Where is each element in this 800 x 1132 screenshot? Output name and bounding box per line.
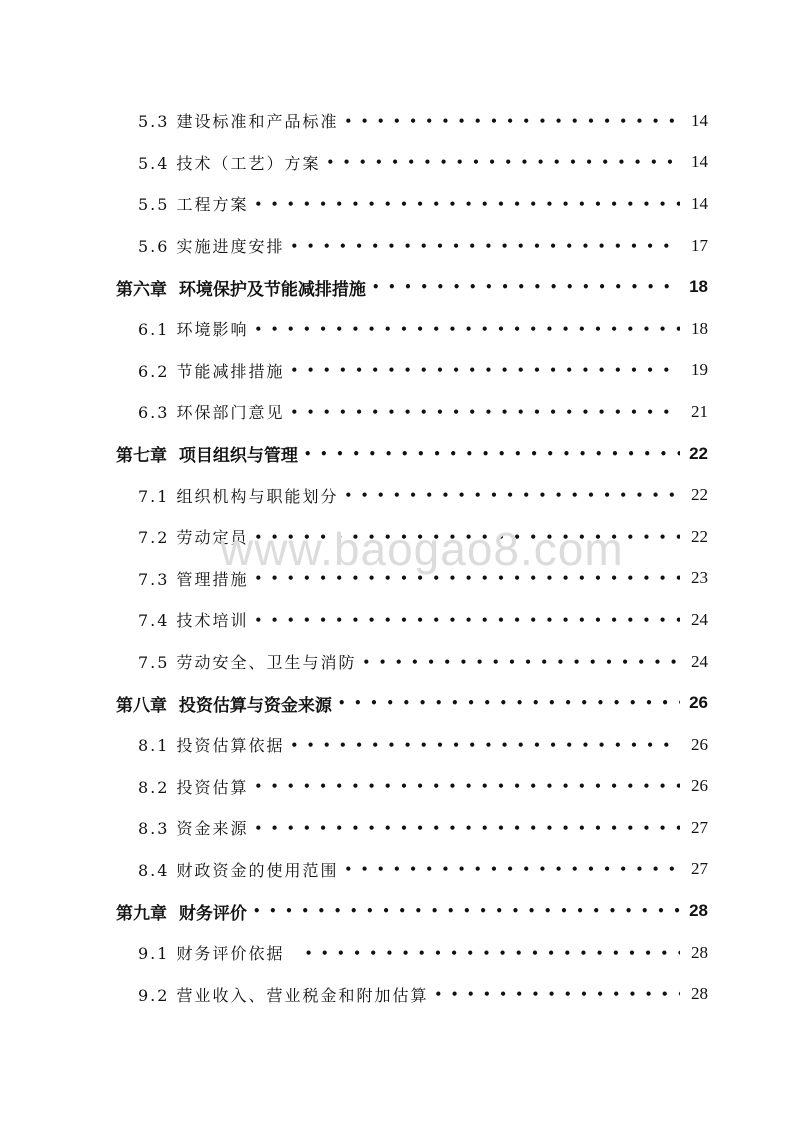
toc-page-number: 22 [691,485,708,505]
toc-page-number: 17 [691,235,708,255]
toc-page-number: 23 [691,568,708,588]
toc-page-number: 26 [689,693,708,713]
toc-page-number: 28 [691,942,708,962]
toc-page-number: 22 [691,526,708,546]
toc-entry-5-6[interactable] [0,225,800,267]
toc-dot-leader [435,987,680,1001]
watermark-text: www.baogao8.com [220,523,624,575]
toc-entry-label: 5.4 技术（工艺）方案 [138,153,321,173]
toc-dot-leader [372,280,680,294]
toc-entry-5-3[interactable] [0,100,800,142]
toc-entry-8-1[interactable] [0,724,800,766]
toc-page-number: 24 [691,609,708,629]
toc-dot-leader [338,696,680,710]
toc-chapter-label: 第六章 环境保护及节能减排措施 [116,279,366,300]
toc-dot-leader [291,363,680,377]
toc-dot-leader [255,779,680,793]
toc-page-number: 26 [691,776,708,796]
toc-entry-7-5[interactable] [0,641,800,683]
toc-entry-label: 8.3 资金来源 [138,819,249,839]
toc-entry-9-1[interactable] [0,932,800,974]
toc-page-number: 28 [691,984,708,1004]
toc-dot-leader [253,904,680,918]
toc-page-number: 27 [691,817,708,837]
toc-page-number: 27 [691,859,708,879]
toc-dot-leader [255,322,680,336]
toc-entry-label: 8.4 财政资金的使用范围 [138,860,339,880]
toc-entry-label: 8.2 投资估算 [138,777,249,797]
toc-entry-label: 9.1 财务评价依据 [138,944,299,964]
toc-dot-leader [291,738,680,752]
toc-entry-6-3[interactable] [0,391,800,433]
toc-chapter-6[interactable] [0,266,800,308]
toc-page-number: 19 [691,360,708,380]
toc-page-number: 22 [689,443,708,463]
toc-chapter-9[interactable] [0,890,800,932]
toc-entry-label: 5.5 工程方案 [138,195,249,215]
toc-dot-leader [255,197,680,211]
toc-entry-9-2[interactable] [0,973,800,1015]
toc-entry-6-2[interactable] [0,350,800,392]
toc-dot-leader [291,405,680,419]
toc-chapter-label: 第七章 项目组织与管理 [116,446,298,467]
toc-entry-label: 9.2 营业收入、营业税金和附加估算 [138,985,429,1005]
toc-entry-label: 7.1 组织机构与职能划分 [138,486,339,506]
toc-entry-5-5[interactable] [0,183,800,225]
toc-entry-label: 5.6 实施进度安排 [138,237,285,257]
toc-page-number: 14 [691,152,708,172]
toc-entry-label: 6.2 节能减排措施 [138,361,285,381]
toc-dot-leader [345,862,680,876]
toc-chapter-label: 第八章 投资估算与资金来源 [116,695,332,716]
toc-entry-label: 5.3 建设标准和产品标准 [138,112,339,132]
toc-entry-label: 6.1 环境影响 [138,320,249,340]
toc-entry-label: 7.2 劳动定员 [138,528,249,548]
toc-dot-leader [345,488,680,502]
toc-entry-8-4[interactable] [0,849,800,891]
toc-dot-leader [255,821,680,835]
toc-page-number: 14 [691,193,708,213]
toc-page-number: 28 [689,901,708,921]
toc-dot-leader [255,613,680,627]
toc-entry-8-3[interactable] [0,807,800,849]
toc-page-number: 14 [691,110,708,130]
toc-entry-7-1[interactable] [0,474,800,516]
toc-dot-leader [345,114,680,128]
toc-chapter-label: 第九章 财务评价 [116,903,247,924]
toc-chapter-8[interactable] [0,682,800,724]
toc-entry-label: 7.4 技术培训 [138,611,249,631]
toc-page-number: 18 [691,318,708,338]
toc-page-number: 24 [691,651,708,671]
toc-page-number: 21 [691,401,708,421]
toc-entry-8-2[interactable] [0,766,800,808]
toc-page-number: 26 [691,734,708,754]
toc-chapter-7[interactable] [0,433,800,475]
toc-page-number: 18 [689,277,708,297]
toc-dot-leader [327,155,680,169]
toc-dot-leader [304,447,680,461]
toc-entry-6-1[interactable] [0,308,800,350]
toc-entry-5-4[interactable] [0,142,800,184]
toc-dot-leader [363,655,680,669]
toc-entry-label: 8.1 投资估算依据 [138,736,285,756]
toc-entry-label: 7.3 管理措施 [138,569,249,589]
toc-entry-label: 7.5 劳动安全、卫生与消防 [138,653,357,673]
toc-entry-label: 6.3 环保部门意见 [138,403,285,423]
toc-dot-leader [291,239,680,253]
toc-dot-leader [305,946,680,960]
toc-entry-7-4[interactable] [0,599,800,641]
